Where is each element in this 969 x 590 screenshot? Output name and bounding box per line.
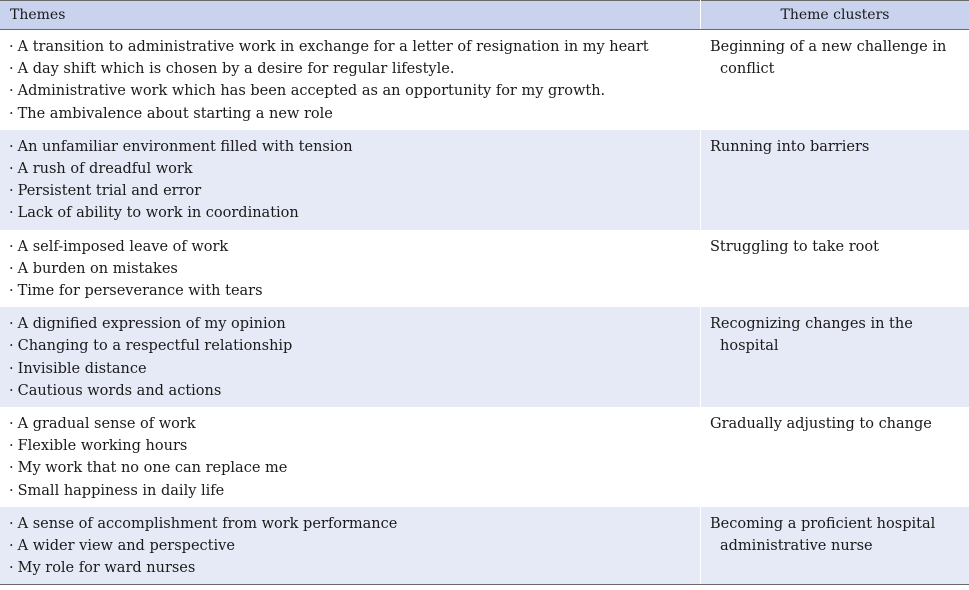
bullet-mark: · xyxy=(9,105,14,122)
cluster-cell xyxy=(701,307,969,407)
bullet-mark: · xyxy=(9,316,14,333)
theme-item xyxy=(9,435,690,457)
theme-item xyxy=(9,535,690,557)
table-row xyxy=(0,507,969,585)
cluster-cell xyxy=(701,30,969,130)
theme-cluster-text: Struggling to take root xyxy=(710,238,879,255)
theme-text: My role for ward nurses xyxy=(17,560,196,577)
theme-text: A self-imposed leave of work xyxy=(17,238,229,255)
theme-item xyxy=(9,480,690,502)
bullet-mark: · xyxy=(9,538,14,555)
theme-text: Lack of ability to work in coordination xyxy=(17,205,299,222)
themes-cell xyxy=(0,307,701,407)
theme-text: A day shift which is chosen by a desire for regular lifestyle. xyxy=(17,61,455,78)
table-row xyxy=(0,230,969,308)
table-row xyxy=(0,30,969,130)
theme-item xyxy=(9,557,690,579)
theme-text: A transition to administrative work in exchange for a letter of resignation in my heart xyxy=(17,39,649,55)
theme-text: A rush of dreadful work xyxy=(17,161,193,178)
theme-text: My work that no one can replace me xyxy=(17,460,288,477)
theme-item xyxy=(9,457,690,479)
bullet-mark: · xyxy=(9,39,14,55)
table-header xyxy=(0,1,969,30)
theme-cluster-text: Running into barriers xyxy=(710,138,870,155)
bullet-mark: · xyxy=(9,460,14,477)
theme-item xyxy=(9,202,690,224)
theme-item xyxy=(9,80,690,102)
theme-text: Administrative work which has been accepted as an opportunity for my growth. xyxy=(17,83,606,100)
theme-text: Time for perseverance with tears xyxy=(17,283,263,300)
theme-text: Flexible working hours xyxy=(17,438,188,455)
theme-item xyxy=(9,313,690,335)
themes-cell xyxy=(0,507,701,585)
table-row xyxy=(0,307,969,407)
cluster-cell xyxy=(701,130,969,230)
bullet-mark: · xyxy=(9,360,14,377)
bullet-mark: · xyxy=(9,283,14,300)
theme-text: Invisible distance xyxy=(17,360,147,377)
theme-item xyxy=(9,158,690,180)
cluster-cell xyxy=(701,407,969,507)
bullet-mark: · xyxy=(9,560,14,577)
theme-text: An unfamiliar environment filled with tension xyxy=(17,138,353,155)
table-row xyxy=(0,130,969,230)
cluster-cell xyxy=(701,230,969,308)
table-row xyxy=(0,407,969,507)
theme-item xyxy=(9,180,690,202)
bullet-mark: · xyxy=(9,382,14,399)
header-row xyxy=(0,1,969,30)
bullet-mark: · xyxy=(9,205,14,222)
theme-text: A gradual sense of work xyxy=(17,416,196,433)
theme-item xyxy=(9,380,690,402)
bullet-mark: · xyxy=(9,260,14,277)
theme-text: Small happiness in daily life xyxy=(17,482,225,499)
theme-text: A dignified expression of my opinion xyxy=(17,316,286,333)
theme-cluster-text: Beginning of a new challenge in conflict xyxy=(710,39,947,78)
bullet-mark: · xyxy=(9,482,14,499)
theme-text: A sense of accomplishment from work performance xyxy=(17,515,398,532)
theme-item xyxy=(9,358,690,380)
bullet-mark: · xyxy=(9,183,14,200)
theme-text: A wider view and perspective xyxy=(17,538,235,555)
theme-text: A burden on mistakes xyxy=(17,260,178,277)
theme-item xyxy=(9,258,690,280)
theme-text: Persistent trial and error xyxy=(17,183,202,200)
bullet-mark: · xyxy=(9,161,14,178)
theme-item xyxy=(9,335,690,357)
theme-item xyxy=(9,103,690,125)
bullet-mark: · xyxy=(9,138,14,155)
theme-item xyxy=(9,36,690,58)
cluster-cell xyxy=(701,507,969,585)
bullet-mark: · xyxy=(9,238,14,255)
header-theme-clusters: Theme clusters xyxy=(701,1,969,30)
bullet-mark: · xyxy=(9,61,14,78)
theme-item xyxy=(9,136,690,158)
themes-cell xyxy=(0,30,701,130)
bullet-mark: · xyxy=(9,416,14,433)
bullet-mark: · xyxy=(9,438,14,455)
theme-text: Cautious words and actions xyxy=(17,382,222,399)
theme-item xyxy=(9,58,690,80)
bullet-mark: · xyxy=(9,338,14,355)
theme-item xyxy=(9,513,690,535)
theme-item xyxy=(9,413,690,435)
themes-cell xyxy=(0,230,701,308)
theme-cluster-text: Recognizing changes in the hospital xyxy=(710,316,913,355)
themes-cell xyxy=(0,130,701,230)
theme-cluster-text: Becoming a proficient hospital administrative nurse xyxy=(710,515,936,555)
bullet-mark: · xyxy=(9,515,14,532)
bullet-mark: · xyxy=(9,83,14,100)
theme-item xyxy=(9,236,690,258)
theme-item xyxy=(9,280,690,302)
table-body xyxy=(0,30,969,585)
theme-text: The ambivalence about starting a new role xyxy=(17,105,333,122)
header-themes: Themes xyxy=(0,1,701,30)
themes-cell xyxy=(0,407,701,507)
theme-cluster-text: Gradually adjusting to change xyxy=(710,416,932,433)
theme-text: Changing to a respectful relationship xyxy=(17,338,293,355)
